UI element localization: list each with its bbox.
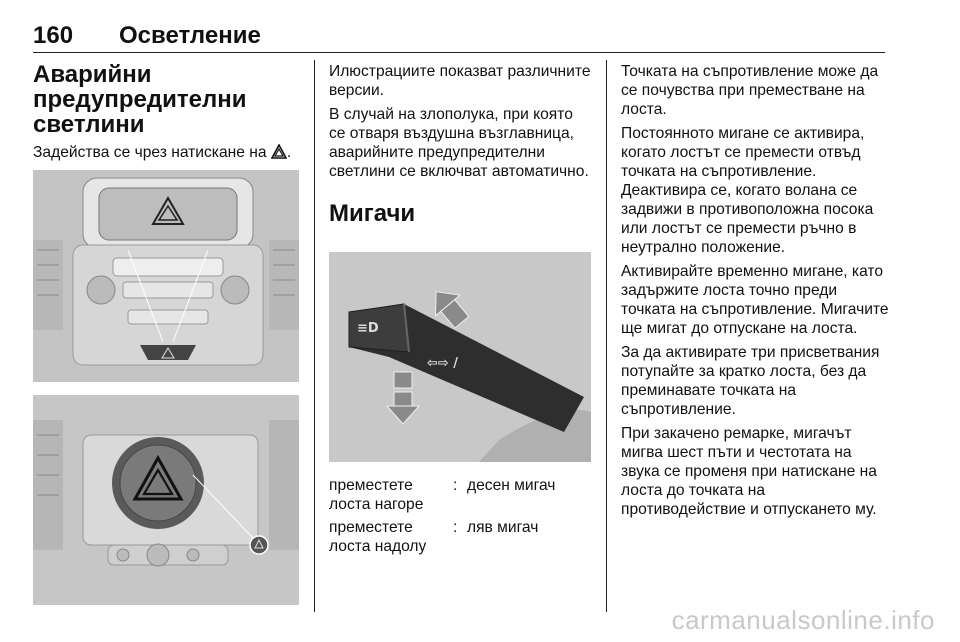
column-divider bbox=[606, 60, 607, 612]
airbag-paragraph: В случай на злополука, при която се отваря въздушна възглавница, аварийните предупредителни светлини се включват автоматично. bbox=[329, 106, 589, 180]
intro-paragraph bbox=[33, 143, 303, 164]
svg-text:⇦⇨ /: ⇦⇨ / bbox=[427, 356, 459, 371]
definition-separator: : bbox=[453, 519, 458, 536]
definition-list bbox=[329, 476, 591, 560]
definition-row bbox=[329, 476, 591, 518]
page-number: 160 bbox=[33, 22, 74, 49]
paragraph: Постоянното мигане се активира, когато лостът се премести отвъд точката на съпротивление. Деактивира се, когато волана се задвижи в противоположна посока или лостът се премести ръчно в неутрално положение. bbox=[621, 125, 874, 256]
intro-end: . bbox=[286, 144, 292, 161]
chapter-title: Осветление bbox=[119, 22, 261, 49]
subsection-title: Мигачи bbox=[329, 200, 416, 227]
definition-desc: десен мигач bbox=[467, 477, 556, 494]
hazard-triangle-icon bbox=[271, 144, 287, 164]
paragraph: Точката на съпротивление може да се почувства при преместване на лоста. bbox=[621, 63, 879, 118]
column-left bbox=[33, 62, 303, 169]
page-header bbox=[33, 22, 885, 53]
column-divider bbox=[314, 60, 315, 612]
definition-separator: : bbox=[453, 477, 458, 494]
paragraph: Активирайте временно мигане, като задържите лоста точно преди точката на съпротивление. Мигачите ще мигат до отпускане на лоста. bbox=[621, 263, 889, 337]
turn-signal-lever-figure bbox=[329, 252, 591, 462]
hazard-button-dashboard-figure bbox=[33, 170, 299, 382]
watermark: carmanualsonline.info bbox=[671, 605, 935, 635]
intro-text: Задействa се чрез натискане на bbox=[33, 144, 267, 161]
paragraph: За да активирате три присветвания потупайте за кратко лоста, без да преминавате точката на съпротивление. bbox=[621, 344, 880, 418]
paragraph: При закачено ремарке, мигачът мигва шест пъти и честотата на звука се променя при натискане на лоста до точката на противодействие и отпускането му. bbox=[621, 425, 877, 518]
definition-desc: ляв мигач bbox=[467, 519, 539, 536]
svg-text:≡D: ≡D bbox=[357, 321, 379, 336]
illustration-note: Илюстрациите показват различните версии. bbox=[329, 63, 591, 99]
definition-term: преместете лоста надолу bbox=[329, 519, 427, 555]
section-title: Аварийни предупредителни светлини bbox=[33, 61, 247, 138]
column-right bbox=[621, 62, 889, 524]
definition-row bbox=[329, 518, 591, 560]
hazard-button-closeup-figure bbox=[33, 395, 299, 605]
column-middle bbox=[329, 62, 591, 227]
definition-term: преместете лоста нагоре bbox=[329, 477, 424, 513]
